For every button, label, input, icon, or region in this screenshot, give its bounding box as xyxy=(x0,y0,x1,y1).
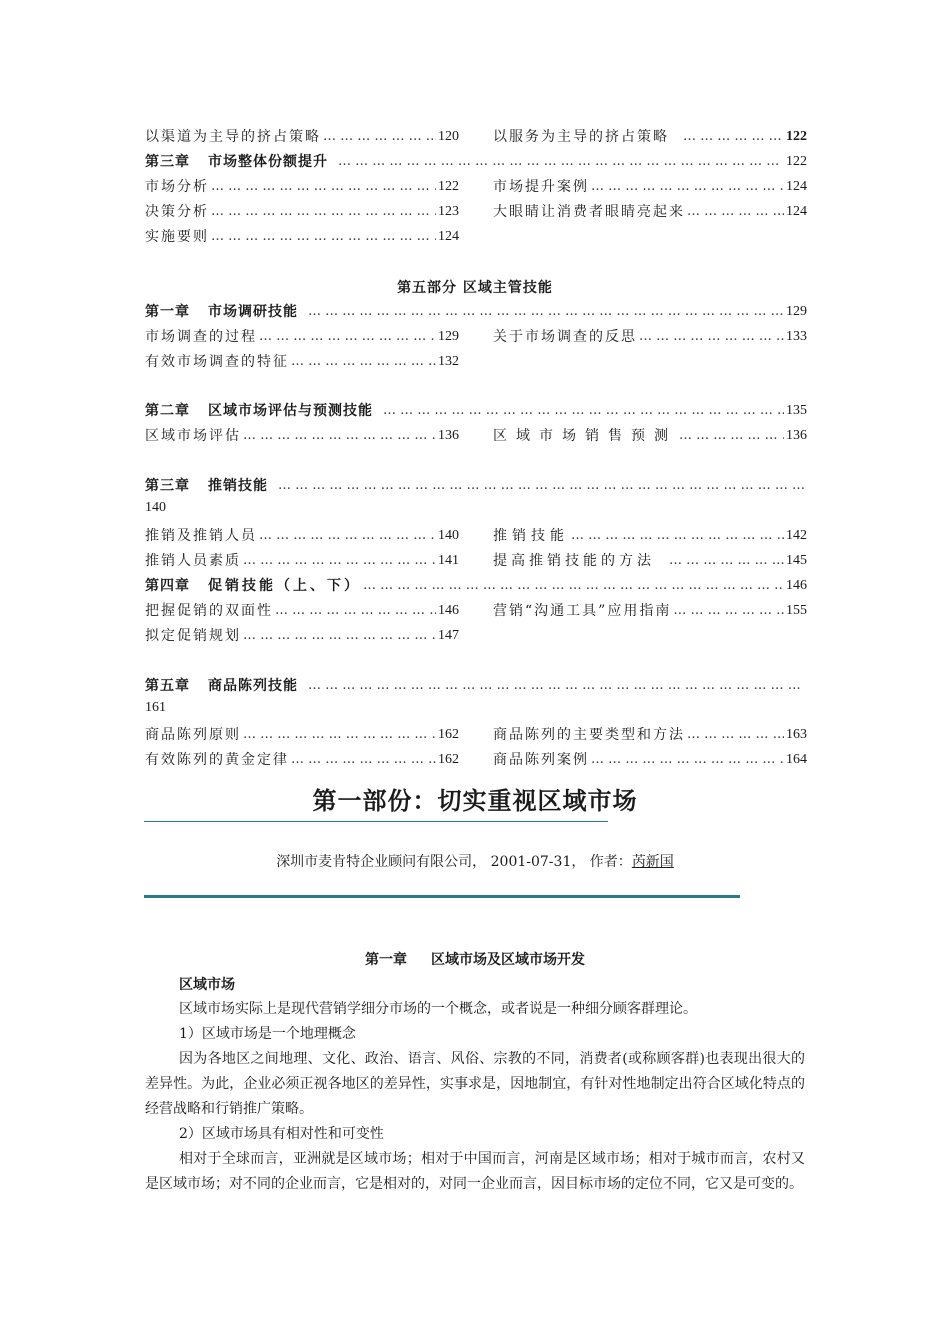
toc-entry-page: 146 xyxy=(438,603,459,618)
toc-leader xyxy=(639,326,784,348)
toc-leader xyxy=(243,425,436,447)
toc-row xyxy=(145,201,807,223)
toc-leader xyxy=(323,126,436,148)
chapter-number: 第三章 xyxy=(145,154,190,170)
toc-leader xyxy=(291,351,436,373)
body-paragraph: 因为各地区之间地理、文化、政治、语言、风俗、宗教的不同，消费者(或称顾客群)也表现出很大的差异性。为此，企业必须正视各地区的差异性，实事求是，因地制宜，有针对性地制定出符合区域化特点的经营战略和行销推广策略。 xyxy=(145,1051,805,1117)
toc-entry[interactable] xyxy=(493,126,807,148)
toc-entry-page: 146 xyxy=(786,578,807,593)
toc-leader xyxy=(669,550,784,572)
toc-row xyxy=(145,550,807,572)
toc-leader xyxy=(679,425,784,447)
toc-entry-title: 推销技能 xyxy=(493,528,569,544)
toc-entry[interactable] xyxy=(493,326,807,348)
toc-entry-title: 推销及推销人员 xyxy=(145,528,257,544)
toc-row xyxy=(145,176,807,198)
toc-chapter-title xyxy=(145,675,298,697)
toc-entry-title: 市场提升案例 xyxy=(493,179,589,195)
article-meta xyxy=(0,851,950,871)
toc-entry-title: 提高推销技能的方法 xyxy=(493,553,655,569)
toc-chapter-title xyxy=(145,575,361,597)
toc-chapter-row xyxy=(145,400,807,422)
toc-leader xyxy=(591,176,784,198)
toc-leader xyxy=(383,400,784,422)
toc-entry-page: 141 xyxy=(438,553,459,568)
toc-entry-title: 实施要则 xyxy=(145,229,209,245)
toc-entry-title: 商品陈列的主要类型和方法 xyxy=(493,727,685,743)
toc-row xyxy=(145,600,807,622)
toc-row xyxy=(145,724,807,746)
toc-entry[interactable] xyxy=(145,600,459,622)
toc-chapter-entry[interactable] xyxy=(145,400,807,422)
toc-entry-title: 市场调查的过程 xyxy=(145,329,257,345)
toc-entry[interactable] xyxy=(145,525,459,547)
toc-row xyxy=(145,625,807,647)
toc-leader xyxy=(683,126,784,148)
toc-chapter-row xyxy=(145,151,807,173)
toc-entry[interactable] xyxy=(493,550,807,572)
part-title: 第一部份：切实重视区域市场 xyxy=(312,786,638,815)
toc-entry[interactable] xyxy=(493,724,807,746)
toc-row xyxy=(145,226,807,248)
toc-row xyxy=(145,425,807,447)
toc-entry[interactable] xyxy=(145,226,459,248)
toc-entry-title: 区域市场销售预测 xyxy=(493,428,677,444)
body-paragraph: 2）区域市场具有相对性和可变性 xyxy=(179,1126,384,1142)
toc-entry-title: 营销“沟通工具”应用指南 xyxy=(493,603,672,619)
toc-entry[interactable] xyxy=(145,176,459,198)
toc-entry-title: 拟定促销规划 xyxy=(145,628,241,644)
chapter-heading xyxy=(0,949,950,969)
toc-leader xyxy=(243,724,436,746)
toc-entry[interactable] xyxy=(493,201,807,223)
section-heading: 区域市场 xyxy=(179,977,235,993)
part-heading: 第五部分 区域主管技能 xyxy=(397,280,553,296)
body-paragraph: 相对于全球而言，亚洲就是区域市场；相对于中国而言，河南是区域市场；相对于城市而言，农村又是区域市场；对不同的企业而言，它是相对的，对同一企业而言，因目标市场的定位不同，它又是可变的。 xyxy=(145,1151,805,1192)
toc-leader xyxy=(673,600,784,622)
toc-chapter-title xyxy=(145,475,268,497)
toc-leader xyxy=(363,575,784,597)
toc-entry-page: 122 xyxy=(438,179,459,194)
toc-entry-page: 164 xyxy=(786,752,807,767)
toc-chapter-entry[interactable] xyxy=(145,301,807,323)
toc-leader xyxy=(275,600,436,622)
chapter-name: 区域市场评估与预测技能 xyxy=(208,403,373,419)
toc-entry-title: 商品陈列原则 xyxy=(145,727,241,743)
chapter-number: 第五章 xyxy=(145,678,190,694)
toc-entry[interactable] xyxy=(145,550,459,572)
toc-chapter-row xyxy=(145,475,807,497)
toc-entry-page: 135 xyxy=(786,403,807,418)
toc-entry[interactable] xyxy=(493,600,807,622)
toc-leader xyxy=(687,201,784,223)
toc-entry-page: 133 xyxy=(786,329,807,344)
toc-entry-page: 136 xyxy=(438,428,459,443)
chapter-number: 第一章 xyxy=(145,304,190,320)
toc-chapter-row xyxy=(145,675,807,697)
meta-divider xyxy=(144,895,740,898)
toc-entry-title: 有效市场调查的特征 xyxy=(145,354,289,370)
toc-row xyxy=(145,126,807,148)
toc-entry[interactable] xyxy=(145,625,459,647)
toc-leader xyxy=(211,176,436,198)
toc-leader xyxy=(687,724,784,746)
toc-chapter-entry[interactable] xyxy=(145,151,807,173)
chapter-heading-title: 区域市场及区域市场开发 xyxy=(431,952,585,968)
toc-entry-title: 市场分析 xyxy=(145,179,209,195)
toc-chapter-row xyxy=(145,575,807,597)
toc-entry-page: 163 xyxy=(786,727,807,742)
toc-entry[interactable] xyxy=(493,425,807,447)
toc-entry-page: 140 xyxy=(145,500,166,515)
toc-entry[interactable] xyxy=(493,176,807,198)
toc-entry-title: 区域市场评估 xyxy=(145,428,241,444)
toc-entry-page: 129 xyxy=(786,304,807,319)
toc-entry-page: 120 xyxy=(438,129,459,144)
toc-entry-page: 124 xyxy=(786,179,807,194)
toc-entry[interactable] xyxy=(145,351,459,373)
title-divider xyxy=(144,821,608,822)
body-paragraph: 1）区域市场是一个地理概念 xyxy=(179,1026,356,1042)
toc-row xyxy=(145,525,807,547)
toc-entry-title: 大眼睛让消费者眼睛亮起来 xyxy=(493,204,685,220)
toc-entry-page: 124 xyxy=(438,229,459,244)
chapter-number: 第四章 xyxy=(145,578,190,594)
toc-row xyxy=(145,351,807,373)
toc-leader xyxy=(278,475,805,497)
toc-leader xyxy=(291,749,436,771)
chapter-name: 市场整体份额提升 xyxy=(208,154,328,170)
article-meta-source: 深圳市麦肯特企业顾问有限公司， 2001-07-31， 作者： xyxy=(276,854,632,870)
toc-leader xyxy=(211,226,436,248)
toc-chapter-entry[interactable] xyxy=(145,475,807,497)
toc-entry-page: 129 xyxy=(438,329,459,344)
toc-entry-title: 决策分析 xyxy=(145,204,209,220)
toc-chapter-title xyxy=(145,400,373,422)
toc-entry-page: 136 xyxy=(786,428,807,443)
toc-leader xyxy=(211,201,436,223)
toc-entry[interactable] xyxy=(145,425,459,447)
toc-entry-title: 把握促销的双面性 xyxy=(145,603,273,619)
toc-entry-title: 以服务为主导的挤占策略 xyxy=(493,129,669,145)
toc-entry-title: 商品陈列案例 xyxy=(493,752,589,768)
chapter-number: 第二章 xyxy=(145,403,190,419)
chapter-name: 商品陈列技能 xyxy=(208,678,298,694)
toc-entry[interactable] xyxy=(145,724,459,746)
toc-entry[interactable] xyxy=(145,201,459,223)
chapter-name: 促销技能（上、下） xyxy=(208,578,361,594)
toc-leader xyxy=(243,550,436,572)
toc-entry-page: 122 xyxy=(786,154,807,169)
toc-entry-page: 145 xyxy=(786,553,807,568)
toc-leader xyxy=(591,749,784,771)
toc-entry-title: 关于市场调查的反思 xyxy=(493,329,637,345)
toc-entry[interactable] xyxy=(493,749,807,771)
toc-entry-page: 124 xyxy=(786,204,807,219)
chapter-heading-number: 第一章 xyxy=(365,952,407,968)
toc-entry-title: 有效陈列的黄金定律 xyxy=(145,752,289,768)
toc-chapter-row xyxy=(145,301,807,323)
toc-entry-page: 122 xyxy=(786,129,807,144)
toc-entry-page: 155 xyxy=(786,603,807,618)
toc-leader xyxy=(259,525,436,547)
toc-leader xyxy=(308,301,784,323)
toc-row xyxy=(145,749,807,771)
toc-chapter-entry[interactable] xyxy=(145,675,807,697)
toc-leader xyxy=(308,675,805,697)
toc-entry-page: 161 xyxy=(145,700,166,715)
toc-leader xyxy=(571,525,784,547)
toc-entry-page: 132 xyxy=(438,354,459,369)
chapter-name: 推销技能 xyxy=(208,478,268,494)
toc-entry[interactable] xyxy=(145,749,459,771)
toc-entry-title: 推销人员素质 xyxy=(145,553,241,569)
toc-entry-title: 以渠道为主导的挤占策略 xyxy=(145,129,321,145)
toc-entry-page: 142 xyxy=(786,528,807,543)
toc-entry-page: 123 xyxy=(438,204,459,219)
toc-entry[interactable] xyxy=(145,326,459,348)
body-paragraph: 区域市场实际上是现代营销学细分市场的一个概念，或者说是一种细分顾客群理论。 xyxy=(179,1001,697,1017)
toc-entry-page: 140 xyxy=(438,528,459,543)
toc-leader xyxy=(338,151,784,173)
toc-entry[interactable] xyxy=(145,126,459,148)
toc-entry-page: 162 xyxy=(438,727,459,742)
author-link[interactable]: 芮新国 xyxy=(631,854,674,870)
toc-leader xyxy=(259,326,436,348)
toc-entry[interactable] xyxy=(493,525,807,547)
toc-leader xyxy=(243,625,436,647)
toc-entry-page: 162 xyxy=(438,752,459,767)
toc-chapter-entry[interactable] xyxy=(145,575,807,597)
chapter-number: 第三章 xyxy=(145,478,190,494)
toc-row xyxy=(145,326,807,348)
toc-chapter-title xyxy=(145,151,328,173)
chapter-name: 市场调研技能 xyxy=(208,304,298,320)
toc-chapter-title xyxy=(145,301,298,323)
toc-entry-page: 147 xyxy=(438,628,459,643)
